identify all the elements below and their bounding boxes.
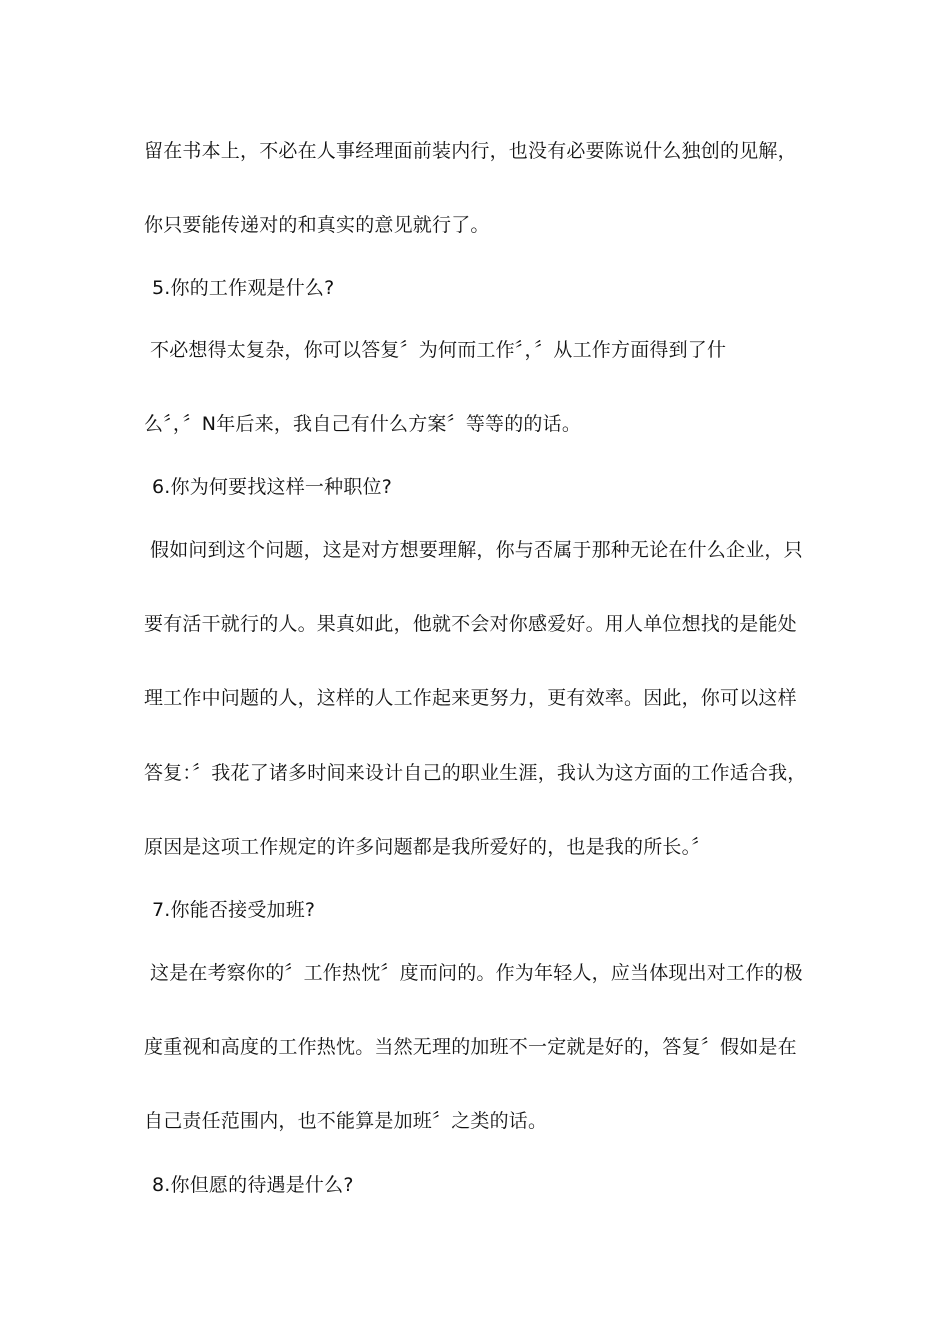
- body-text-line: 假如问到这个问题，这是对方想要理解，你与否属于那种无论在什么企业，只: [150, 539, 803, 561]
- body-text-line: 这是在考察你的〞工作热忱〞度而问的。作为年轻人，应当体现出对工作的极: [150, 962, 803, 984]
- body-text-line: 原因是这项工作规定的许多问题都是我所爱好的，也是我的所长。〞: [144, 836, 711, 858]
- question-heading-5: 5.你的工作观是什么?: [152, 277, 335, 299]
- body-text-line: 理工作中问题的人，这样的人工作起来更努力，更有效率。因此，你可以这样: [144, 687, 797, 709]
- question-heading-6: 6.你为何要找这样一种职位?: [152, 476, 393, 498]
- body-text-line: 留在书本上，不必在人事经理面前装内行，也没有必要陈说什么独创的见解，: [144, 140, 797, 162]
- body-text-line: 不必想得太复杂，你可以答复〞为何而工作〞，〞从工作方面得到了什: [150, 339, 727, 361]
- body-text-line: 要有活干就行的人。果真如此，他就不会对你感爱好。用人单位想找的是能处: [144, 613, 797, 635]
- body-text-line: 自己责任范围内，也不能算是加班〞之类的话。: [144, 1110, 548, 1132]
- body-text-line: 答复：〞我花了诸多时间来设计自己的职业生涯，我认为这方面的工作适合我，: [144, 762, 807, 784]
- question-heading-7: 7.你能否接受加班?: [152, 899, 316, 921]
- question-heading-8: 8.你但愿的待遇是什么?: [152, 1174, 354, 1196]
- body-text-line: 么〞，〞N年后来，我自己有什么方案〞等等的的话。: [144, 413, 582, 435]
- body-text-line: 度重视和高度的工作热忱。当然无理的加班不一定就是好的，答复〞假如是在: [144, 1036, 797, 1058]
- body-text-line: 你只要能传递对的和真实的意见就行了。: [144, 214, 490, 236]
